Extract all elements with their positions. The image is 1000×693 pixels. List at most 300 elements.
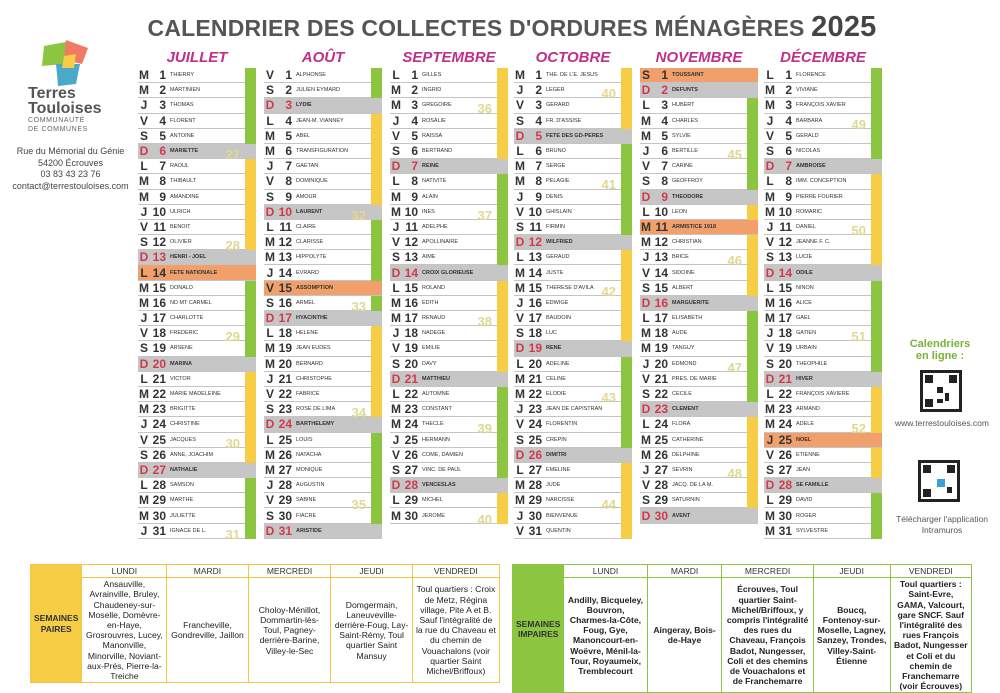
calendar-day bbox=[514, 129, 632, 144]
day-number: 2 bbox=[285, 83, 292, 98]
day-number: 30 bbox=[528, 508, 542, 523]
calendar-day bbox=[764, 265, 882, 280]
even-week-marker bbox=[871, 235, 882, 250]
week-number: 40 bbox=[601, 86, 616, 102]
odd-week-marker bbox=[497, 433, 508, 448]
day-number: 13 bbox=[152, 250, 166, 265]
day-number: 4 bbox=[159, 113, 166, 128]
day-number: 16 bbox=[278, 295, 292, 310]
weekday-letter: M bbox=[765, 311, 775, 326]
even-week-marker bbox=[621, 463, 632, 478]
weekday-letter: M bbox=[139, 174, 149, 189]
weekday-letter: M bbox=[391, 417, 401, 432]
day-number: 10 bbox=[778, 204, 792, 219]
weekday-letter: V bbox=[641, 371, 650, 386]
day-number: 18 bbox=[152, 326, 166, 341]
odd-week-marker bbox=[871, 296, 882, 311]
calendar-day bbox=[390, 402, 508, 417]
weekday-letter: M bbox=[391, 508, 401, 523]
day-number: 11 bbox=[529, 219, 542, 234]
even-week-marker bbox=[371, 402, 382, 417]
calendar-day bbox=[764, 463, 882, 478]
saint-name: FÊTE NATIONALE bbox=[170, 269, 218, 276]
calendar-day bbox=[390, 250, 508, 265]
saint-name: BERNARD bbox=[296, 360, 323, 367]
saint-name: GÉRALD bbox=[796, 132, 819, 139]
day-number: 8 bbox=[285, 174, 292, 189]
saint-name: JEAN bbox=[796, 466, 811, 473]
day-number: 6 bbox=[535, 144, 542, 159]
weekday-letter: L bbox=[140, 478, 148, 493]
day-number: 16 bbox=[654, 295, 668, 310]
day-number: 14 bbox=[528, 265, 542, 280]
weekday-letter: L bbox=[642, 417, 650, 432]
even-weeks-label: SEMAINES PAIRES bbox=[31, 565, 82, 683]
weekday-letter: M bbox=[391, 204, 401, 219]
calendar-day bbox=[514, 311, 632, 326]
saint-name: MATTHIEU bbox=[422, 375, 451, 382]
weekday-letter: M bbox=[641, 128, 651, 143]
saint-name: CARINE bbox=[672, 163, 693, 170]
day-number: 16 bbox=[404, 295, 418, 310]
saint-name: PÉLAGIE bbox=[546, 178, 570, 185]
day-number: 14 bbox=[404, 265, 418, 280]
weekday-letter: J bbox=[140, 98, 148, 113]
calendar-day bbox=[640, 417, 758, 432]
week-number: 50 bbox=[851, 223, 866, 238]
day-number: 1 bbox=[785, 68, 792, 83]
week-number: 33 bbox=[351, 299, 366, 314]
weekday-letter: V bbox=[139, 326, 148, 341]
calendar-day bbox=[138, 311, 256, 326]
saint-name: BRICE bbox=[672, 254, 689, 261]
calendar-day bbox=[640, 129, 758, 144]
day-number: 21 bbox=[152, 371, 166, 386]
weekday-letter: M bbox=[641, 447, 651, 462]
saint-name: IMM. CONCEPTION bbox=[796, 178, 847, 185]
day-number: 3 bbox=[159, 98, 166, 113]
header-lundi: LUNDI bbox=[82, 565, 167, 578]
saint-name: FÊTE DES GD-PÈRES bbox=[546, 132, 604, 139]
weekday-letter: V bbox=[265, 387, 274, 402]
weekday-letter: J bbox=[642, 250, 650, 265]
calendar-day bbox=[138, 265, 256, 280]
week-number: 29 bbox=[225, 329, 240, 345]
weekday-letter: M bbox=[765, 98, 775, 113]
day-number: 29 bbox=[778, 493, 792, 508]
even-week-marker bbox=[371, 114, 382, 129]
saint-name: ADELINE bbox=[546, 360, 570, 367]
even-week-marker bbox=[497, 493, 508, 508]
day-number: 29 bbox=[654, 493, 668, 508]
day-number: 13 bbox=[778, 250, 792, 265]
calendar-day bbox=[764, 508, 882, 523]
saint-name: FRANÇOIS XAVIER bbox=[796, 102, 846, 109]
day-number: 9 bbox=[285, 189, 292, 204]
weekday-letter: M bbox=[391, 311, 401, 326]
even-week-marker bbox=[621, 83, 632, 98]
day-number: 22 bbox=[404, 387, 418, 402]
day-number: 4 bbox=[285, 113, 292, 128]
saint-name: INGRID bbox=[422, 87, 442, 94]
weekday-letter: J bbox=[766, 326, 774, 341]
address-email[interactable]: contact@terrestouloises.com bbox=[12, 180, 129, 191]
weekday-letter: D bbox=[641, 402, 651, 417]
weekday-letter: J bbox=[266, 371, 274, 386]
saint-name: HYACINTHE bbox=[296, 315, 328, 322]
online-title-line1: Calendriers bbox=[909, 338, 971, 350]
odd-week-marker bbox=[245, 98, 256, 113]
weekday-letter: S bbox=[515, 113, 524, 128]
weekday-letter: M bbox=[265, 128, 275, 143]
saint-name: SAMSON bbox=[170, 482, 194, 489]
weekday-letter: V bbox=[391, 447, 400, 462]
weekday-letter: S bbox=[765, 462, 774, 477]
saint-name: FLORENTIN bbox=[546, 421, 578, 428]
even-week-marker bbox=[621, 524, 632, 539]
weekday-letter: D bbox=[765, 265, 775, 280]
weekday-letter: M bbox=[515, 493, 525, 508]
weekday-letter: M bbox=[641, 326, 651, 341]
website-link[interactable]: www.terrestouloises.com bbox=[894, 418, 989, 428]
saint-name: JACQUES bbox=[170, 436, 196, 443]
week-number: 51 bbox=[851, 329, 866, 345]
saint-name: ROSALIE bbox=[422, 117, 446, 124]
saint-name: FIACRE bbox=[296, 512, 317, 519]
weekday-letter: V bbox=[765, 128, 774, 143]
day-number: 20 bbox=[654, 356, 668, 371]
calendar-day bbox=[138, 174, 256, 189]
calendar-day bbox=[514, 220, 632, 235]
even-week-marker bbox=[371, 387, 382, 402]
odd-week-marker bbox=[747, 372, 758, 387]
weekday-letter: L bbox=[642, 98, 650, 113]
odd-week-marker bbox=[371, 68, 382, 83]
weekday-letter: S bbox=[139, 235, 148, 250]
day-number: 3 bbox=[411, 98, 418, 113]
calendar-day bbox=[390, 129, 508, 144]
day-number: 28 bbox=[778, 478, 792, 493]
day-number: 25 bbox=[778, 432, 792, 447]
weekday-letter: L bbox=[140, 371, 148, 386]
calendar-day bbox=[390, 296, 508, 311]
even-week-marker bbox=[245, 174, 256, 189]
weekday-letter: V bbox=[265, 280, 274, 295]
day-number: 5 bbox=[535, 128, 542, 143]
calendar-day bbox=[390, 493, 508, 508]
weekday-letter: D bbox=[391, 265, 401, 280]
saint-name: CLÉMENT bbox=[672, 406, 699, 413]
odd-week-marker bbox=[245, 114, 256, 129]
weekday-letter: V bbox=[515, 523, 524, 538]
odd-weeks-table bbox=[512, 564, 972, 693]
month-header: NOVEMBRE bbox=[655, 49, 743, 66]
day-number: 12 bbox=[528, 235, 542, 250]
day-number: 22 bbox=[528, 387, 542, 402]
day-number: 12 bbox=[152, 235, 166, 250]
weekday-letter: V bbox=[641, 265, 650, 280]
day-number: 23 bbox=[778, 402, 792, 417]
even-week-marker bbox=[497, 326, 508, 341]
saint-name: CLARISSE bbox=[296, 239, 324, 246]
saint-name: GÉRARD bbox=[546, 102, 570, 109]
saint-name: ROSE DE LIMA bbox=[296, 406, 336, 413]
even-week-marker bbox=[371, 326, 382, 341]
calendar-day bbox=[390, 372, 508, 387]
week-number: 41 bbox=[601, 177, 616, 193]
calendar-day bbox=[514, 524, 632, 539]
weekday-letter: J bbox=[140, 311, 148, 326]
weekday-letter: J bbox=[766, 432, 774, 447]
calendar-day bbox=[138, 190, 256, 205]
day-number: 25 bbox=[404, 432, 418, 447]
saint-name: AIMÉ bbox=[422, 254, 436, 261]
even-week-marker bbox=[747, 281, 758, 296]
saint-name: NATACHA bbox=[296, 451, 322, 458]
day-number: 20 bbox=[528, 356, 542, 371]
even-week-marker bbox=[621, 296, 632, 311]
odd-week-marker bbox=[747, 98, 758, 113]
odd-week-marker bbox=[871, 144, 882, 159]
weekday-letter: M bbox=[641, 235, 651, 250]
odd-week-marker bbox=[621, 387, 632, 402]
saint-name: ARSÈNE bbox=[170, 345, 193, 352]
calendar-day bbox=[138, 68, 256, 83]
even-week-marker bbox=[497, 129, 508, 144]
odd-week-marker bbox=[371, 265, 382, 280]
saint-name: HIPPOLYTE bbox=[296, 254, 327, 261]
weekday-letter: M bbox=[765, 189, 775, 204]
weekday-letter: S bbox=[765, 250, 774, 265]
day-number: 29 bbox=[404, 493, 418, 508]
day-number: 30 bbox=[152, 508, 166, 523]
odd-week-marker bbox=[621, 159, 632, 174]
even-week-marker bbox=[245, 433, 256, 448]
calendar-day bbox=[264, 265, 382, 280]
even-week-marker bbox=[245, 205, 256, 220]
weekday-letter: M bbox=[265, 250, 275, 265]
saint-name: SIDOINE bbox=[672, 269, 695, 276]
day-number: 8 bbox=[785, 174, 792, 189]
weekday-letter: S bbox=[139, 341, 148, 356]
weekday-letter: M bbox=[765, 417, 775, 432]
calendar-day bbox=[138, 508, 256, 523]
day-number: 2 bbox=[661, 83, 668, 98]
day-number: 20 bbox=[778, 356, 792, 371]
even-week-marker bbox=[871, 205, 882, 220]
weekday-letter: D bbox=[765, 478, 775, 493]
saint-name: MARTINIEN bbox=[170, 87, 201, 94]
odd-week-marker bbox=[245, 478, 256, 493]
website-qr-code-icon[interactable] bbox=[920, 370, 962, 412]
weekday-letter: D bbox=[391, 159, 401, 174]
calendar-day bbox=[138, 402, 256, 417]
saint-name: SABINE bbox=[296, 497, 317, 504]
calendar-day bbox=[264, 174, 382, 189]
day-number: 13 bbox=[278, 250, 292, 265]
saint-name: ARMEL bbox=[296, 299, 315, 306]
week-number: 32 bbox=[351, 207, 366, 223]
weekday-letter: L bbox=[766, 68, 774, 83]
calendar-day bbox=[514, 357, 632, 372]
saint-name: ANTOINE bbox=[170, 132, 195, 139]
weekday-letter: L bbox=[516, 462, 524, 477]
saint-name: FIRMIN bbox=[546, 223, 565, 230]
saint-name: JEAN EUDES bbox=[296, 345, 331, 352]
day-number: 27 bbox=[404, 462, 418, 477]
weekday-letter: M bbox=[515, 478, 525, 493]
saint-name: JEANNE F. C. bbox=[796, 239, 831, 246]
day-number: 20 bbox=[278, 356, 292, 371]
saint-name: CHRISTIAN bbox=[672, 239, 702, 246]
weekday-letter: J bbox=[266, 478, 274, 493]
weekday-letter: M bbox=[265, 144, 275, 159]
calendar-day bbox=[764, 190, 882, 205]
day-number: 19 bbox=[278, 341, 292, 356]
calendar-day bbox=[138, 387, 256, 402]
saint-name: CATHERINE bbox=[672, 436, 704, 443]
weekday-letter: J bbox=[642, 144, 650, 159]
day-number: 24 bbox=[654, 417, 668, 432]
calendar-day bbox=[640, 326, 758, 341]
even-week-marker bbox=[245, 387, 256, 402]
calendar-day bbox=[138, 205, 256, 220]
day-number: 2 bbox=[159, 83, 166, 98]
calendar-day bbox=[764, 478, 882, 493]
saint-name: JÉRÔME bbox=[422, 512, 445, 519]
saint-name: ROLAND bbox=[422, 284, 445, 291]
calendar-day bbox=[264, 387, 382, 402]
calendar-day bbox=[264, 83, 382, 98]
week-number: 38 bbox=[477, 314, 492, 330]
odd-week-marker bbox=[871, 508, 882, 523]
saint-name: ARMAND bbox=[796, 406, 820, 413]
day-number: 1 bbox=[535, 68, 542, 83]
saint-name: THÈCLE bbox=[422, 421, 444, 428]
org-sub2: DE COMMUNES bbox=[28, 126, 88, 133]
day-number: 24 bbox=[528, 417, 542, 432]
weekday-letter: V bbox=[139, 113, 148, 128]
weekday-letter: M bbox=[641, 113, 651, 128]
day-number: 25 bbox=[278, 432, 292, 447]
day-number: 8 bbox=[411, 174, 418, 189]
weekday-letter: L bbox=[642, 311, 650, 326]
day-number: 30 bbox=[654, 508, 668, 523]
even-week-marker bbox=[371, 144, 382, 159]
day-number: 26 bbox=[278, 447, 292, 462]
weekday-letter: V bbox=[139, 432, 148, 447]
calendar-day bbox=[138, 463, 256, 478]
odd-week-marker bbox=[371, 508, 382, 523]
weekday-letter: J bbox=[266, 265, 274, 280]
odd-week-marker bbox=[747, 114, 758, 129]
calendar-day bbox=[390, 448, 508, 463]
even-week-marker bbox=[621, 98, 632, 113]
odd-week-marker bbox=[871, 129, 882, 144]
day-number: 4 bbox=[411, 113, 418, 128]
day-number: 12 bbox=[404, 235, 418, 250]
saint-name: VENCESLAS bbox=[422, 482, 456, 489]
odd-week-marker bbox=[497, 205, 508, 220]
header-jeudi: JEUDI bbox=[813, 565, 890, 578]
saint-name: ALPHONSE bbox=[296, 72, 326, 79]
odd-week-marker bbox=[497, 387, 508, 402]
weekday-letter: V bbox=[515, 98, 524, 113]
calendar-day bbox=[640, 387, 758, 402]
day-number: 12 bbox=[278, 235, 292, 250]
even-week-marker bbox=[371, 372, 382, 387]
month-header: AOÛT bbox=[301, 49, 345, 66]
app-qr-code-icon[interactable] bbox=[918, 460, 960, 502]
weekday-letter: J bbox=[392, 326, 400, 341]
even-week-marker bbox=[747, 265, 758, 280]
month-column bbox=[514, 48, 632, 539]
saint-name: ÉDITH bbox=[422, 299, 439, 306]
calendar-day bbox=[514, 417, 632, 432]
weekday-letter: S bbox=[391, 356, 400, 371]
day-number: 22 bbox=[152, 387, 166, 402]
odd-week-marker bbox=[245, 524, 256, 539]
week-number: 30 bbox=[225, 435, 240, 451]
weekday-letter: L bbox=[516, 356, 524, 371]
week-number: 52 bbox=[851, 420, 866, 436]
even-week-marker bbox=[747, 417, 758, 432]
weekday-letter: S bbox=[265, 402, 274, 417]
calendar-day bbox=[764, 159, 882, 174]
title-text: CALENDRIER DES COLLECTES D'ORDURES MÉNAGÈRES bbox=[147, 15, 805, 41]
weekday-letter: V bbox=[265, 68, 274, 83]
weekday-letter: M bbox=[265, 447, 275, 462]
weekday-letter: M bbox=[139, 402, 149, 417]
day-number: 16 bbox=[778, 295, 792, 310]
odd-week-marker bbox=[497, 174, 508, 189]
odd-week-marker bbox=[747, 387, 758, 402]
weekday-letter: M bbox=[265, 235, 275, 250]
calendar-day bbox=[640, 493, 758, 508]
day-number: 30 bbox=[778, 508, 792, 523]
calendar-day bbox=[640, 190, 758, 205]
saint-name: THIBAULT bbox=[170, 178, 197, 185]
calendar-day bbox=[264, 114, 382, 129]
saint-name: INÈS bbox=[422, 208, 435, 215]
even-mercredi-communes: Choloy-Ménillot, Dommartin-lès-Toul, Pagney-derrière-Barine, Villey-le-Sec bbox=[248, 578, 331, 683]
saint-name: AVENT bbox=[672, 512, 691, 519]
saint-name: RENÉ bbox=[546, 345, 562, 352]
day-number: 19 bbox=[528, 341, 542, 356]
day-number: 30 bbox=[278, 508, 292, 523]
weekday-letter: S bbox=[265, 508, 274, 523]
saint-name: FRANÇOIS XAVIÈRE bbox=[796, 391, 850, 398]
weekday-letter: M bbox=[765, 295, 775, 310]
calendar-day bbox=[264, 463, 382, 478]
day-number: 18 bbox=[404, 326, 418, 341]
day-number: 8 bbox=[159, 174, 166, 189]
calendar-day bbox=[764, 311, 882, 326]
day-number: 2 bbox=[411, 83, 418, 98]
even-week-marker bbox=[747, 433, 758, 448]
saint-name: ÉLODIE bbox=[546, 391, 567, 398]
weekday-letter: D bbox=[139, 250, 149, 265]
even-week-marker bbox=[497, 83, 508, 98]
calendar-day bbox=[764, 448, 882, 463]
month-header: JUILLET bbox=[166, 49, 228, 66]
weekday-letter: S bbox=[391, 462, 400, 477]
calendar-day bbox=[640, 114, 758, 129]
weekday-letter: V bbox=[391, 128, 400, 143]
day-number: 31 bbox=[528, 523, 542, 538]
weekday-letter: D bbox=[139, 144, 149, 159]
saint-name: LUC bbox=[546, 330, 558, 337]
